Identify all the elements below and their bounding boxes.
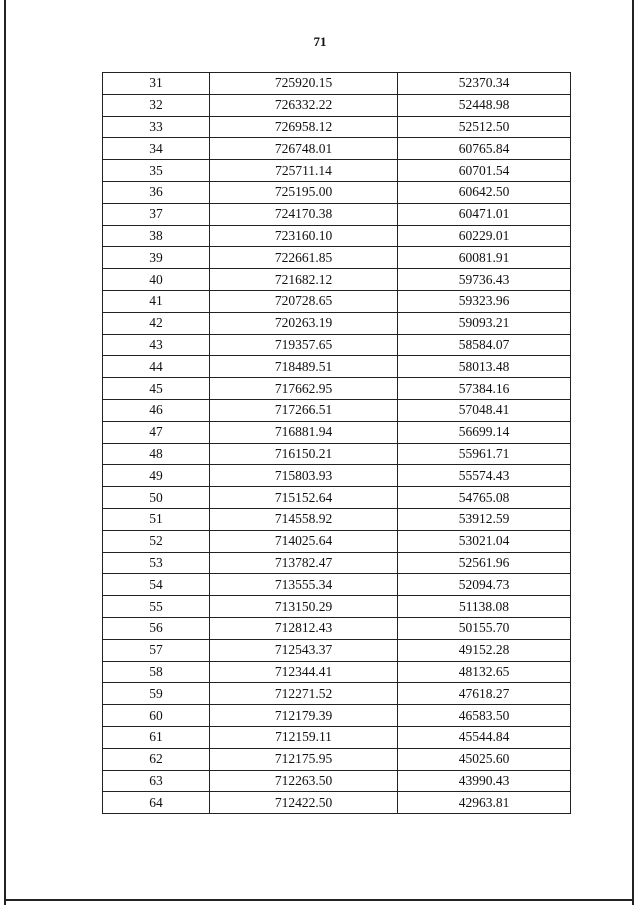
x-coordinate-cell: 722661.85 [210, 247, 398, 269]
x-coordinate-cell: 714025.64 [210, 530, 398, 552]
table-row [103, 770, 571, 792]
y-coordinate-cell: 59323.96 [398, 290, 571, 312]
table-row [103, 443, 571, 465]
y-coordinate-cell: 53912.59 [398, 508, 571, 530]
y-coordinate-cell: 57384.16 [398, 378, 571, 400]
table-row [103, 508, 571, 530]
point-number-cell: 47 [103, 421, 210, 443]
point-number-cell: 61 [103, 726, 210, 748]
table-row [103, 399, 571, 421]
y-coordinate-cell: 58013.48 [398, 356, 571, 378]
table-row [103, 116, 571, 138]
table-row [103, 356, 571, 378]
x-coordinate-cell: 726958.12 [210, 116, 398, 138]
point-number-cell: 33 [103, 116, 210, 138]
point-number-cell: 60 [103, 705, 210, 727]
point-number-cell: 42 [103, 312, 210, 334]
point-number-cell: 48 [103, 443, 210, 465]
table-row [103, 617, 571, 639]
x-coordinate-cell: 712344.41 [210, 661, 398, 683]
point-number-cell: 54 [103, 574, 210, 596]
point-number-cell: 39 [103, 247, 210, 269]
table-row [103, 574, 571, 596]
y-coordinate-cell: 53021.04 [398, 530, 571, 552]
y-coordinate-cell: 60471.01 [398, 203, 571, 225]
y-coordinate-cell: 45544.84 [398, 726, 571, 748]
y-coordinate-cell: 43990.43 [398, 770, 571, 792]
point-number-cell: 43 [103, 334, 210, 356]
table-row [103, 312, 571, 334]
y-coordinate-cell: 59093.21 [398, 312, 571, 334]
x-coordinate-cell: 713150.29 [210, 596, 398, 618]
y-coordinate-cell: 45025.60 [398, 748, 571, 770]
x-coordinate-cell: 724170.38 [210, 203, 398, 225]
x-coordinate-cell: 713555.34 [210, 574, 398, 596]
point-number-cell: 31 [103, 73, 210, 95]
y-coordinate-cell: 52512.50 [398, 116, 571, 138]
point-number-cell: 44 [103, 356, 210, 378]
x-coordinate-cell: 721682.12 [210, 269, 398, 291]
table-row [103, 203, 571, 225]
x-coordinate-cell: 726332.22 [210, 94, 398, 116]
x-coordinate-cell: 716150.21 [210, 443, 398, 465]
y-coordinate-cell: 47618.27 [398, 683, 571, 705]
x-coordinate-cell: 712271.52 [210, 683, 398, 705]
y-coordinate-cell: 58584.07 [398, 334, 571, 356]
y-coordinate-cell: 55574.43 [398, 465, 571, 487]
y-coordinate-cell: 46583.50 [398, 705, 571, 727]
x-coordinate-cell: 717662.95 [210, 378, 398, 400]
y-coordinate-cell: 52370.34 [398, 73, 571, 95]
point-number-cell: 45 [103, 378, 210, 400]
x-coordinate-cell: 715803.93 [210, 465, 398, 487]
point-number-cell: 50 [103, 487, 210, 509]
x-coordinate-cell: 712543.37 [210, 639, 398, 661]
point-number-cell: 63 [103, 770, 210, 792]
table-row [103, 465, 571, 487]
table-row [103, 639, 571, 661]
table-row [103, 661, 571, 683]
x-coordinate-cell: 725711.14 [210, 160, 398, 182]
x-coordinate-cell: 725195.00 [210, 181, 398, 203]
x-coordinate-cell: 717266.51 [210, 399, 398, 421]
table-row [103, 73, 571, 95]
point-number-cell: 56 [103, 617, 210, 639]
table-row [103, 705, 571, 727]
coordinates-table-body [103, 73, 571, 814]
point-number-cell: 57 [103, 639, 210, 661]
y-coordinate-cell: 60642.50 [398, 181, 571, 203]
page-border-right [632, 0, 634, 905]
y-coordinate-cell: 60229.01 [398, 225, 571, 247]
y-coordinate-cell: 52561.96 [398, 552, 571, 574]
table-row [103, 247, 571, 269]
x-coordinate-cell: 714558.92 [210, 508, 398, 530]
table-row [103, 792, 571, 814]
y-coordinate-cell: 60081.91 [398, 247, 571, 269]
table-row [103, 160, 571, 182]
y-coordinate-cell: 52094.73 [398, 574, 571, 596]
x-coordinate-cell: 720728.65 [210, 290, 398, 312]
point-number-cell: 51 [103, 508, 210, 530]
point-number-cell: 46 [103, 399, 210, 421]
x-coordinate-cell: 712159.11 [210, 726, 398, 748]
x-coordinate-cell: 712263.50 [210, 770, 398, 792]
coordinates-table [102, 72, 571, 814]
x-coordinate-cell: 716881.94 [210, 421, 398, 443]
y-coordinate-cell: 51138.08 [398, 596, 571, 618]
table-row [103, 378, 571, 400]
x-coordinate-cell: 715152.64 [210, 487, 398, 509]
y-coordinate-cell: 50155.70 [398, 617, 571, 639]
point-number-cell: 34 [103, 138, 210, 160]
y-coordinate-cell: 56699.14 [398, 421, 571, 443]
point-number-cell: 52 [103, 530, 210, 552]
point-number-cell: 53 [103, 552, 210, 574]
x-coordinate-cell: 719357.65 [210, 334, 398, 356]
point-number-cell: 49 [103, 465, 210, 487]
table-row [103, 530, 571, 552]
point-number-cell: 36 [103, 181, 210, 203]
y-coordinate-cell: 55961.71 [398, 443, 571, 465]
x-coordinate-cell: 723160.10 [210, 225, 398, 247]
point-number-cell: 32 [103, 94, 210, 116]
y-coordinate-cell: 59736.43 [398, 269, 571, 291]
point-number-cell: 62 [103, 748, 210, 770]
page-border-left [4, 0, 6, 905]
y-coordinate-cell: 60765.84 [398, 138, 571, 160]
table-row [103, 181, 571, 203]
y-coordinate-cell: 60701.54 [398, 160, 571, 182]
table-row [103, 748, 571, 770]
table-row [103, 552, 571, 574]
y-coordinate-cell: 52448.98 [398, 94, 571, 116]
point-number-cell: 40 [103, 269, 210, 291]
table-row [103, 487, 571, 509]
x-coordinate-cell: 712179.39 [210, 705, 398, 727]
x-coordinate-cell: 718489.51 [210, 356, 398, 378]
page-number: 71 [313, 34, 327, 49]
y-coordinate-cell: 42963.81 [398, 792, 571, 814]
point-number-cell: 41 [103, 290, 210, 312]
point-number-cell: 35 [103, 160, 210, 182]
table-row [103, 334, 571, 356]
table-row [103, 683, 571, 705]
page-border-bottom [4, 899, 634, 901]
x-coordinate-cell: 712175.95 [210, 748, 398, 770]
point-number-cell: 38 [103, 225, 210, 247]
point-number-cell: 58 [103, 661, 210, 683]
point-number-cell: 59 [103, 683, 210, 705]
point-number-cell: 55 [103, 596, 210, 618]
table-row [103, 269, 571, 291]
y-coordinate-cell: 48132.65 [398, 661, 571, 683]
table-row [103, 421, 571, 443]
table-row [103, 290, 571, 312]
point-number-cell: 37 [103, 203, 210, 225]
table-row [103, 596, 571, 618]
table-row [103, 94, 571, 116]
y-coordinate-cell: 57048.41 [398, 399, 571, 421]
table-row [103, 225, 571, 247]
x-coordinate-cell: 726748.01 [210, 138, 398, 160]
x-coordinate-cell: 713782.47 [210, 552, 398, 574]
y-coordinate-cell: 54765.08 [398, 487, 571, 509]
table-row [103, 726, 571, 748]
x-coordinate-cell: 725920.15 [210, 73, 398, 95]
table-row [103, 138, 571, 160]
point-number-cell: 64 [103, 792, 210, 814]
x-coordinate-cell: 712812.43 [210, 617, 398, 639]
y-coordinate-cell: 49152.28 [398, 639, 571, 661]
x-coordinate-cell: 712422.50 [210, 792, 398, 814]
x-coordinate-cell: 720263.19 [210, 312, 398, 334]
